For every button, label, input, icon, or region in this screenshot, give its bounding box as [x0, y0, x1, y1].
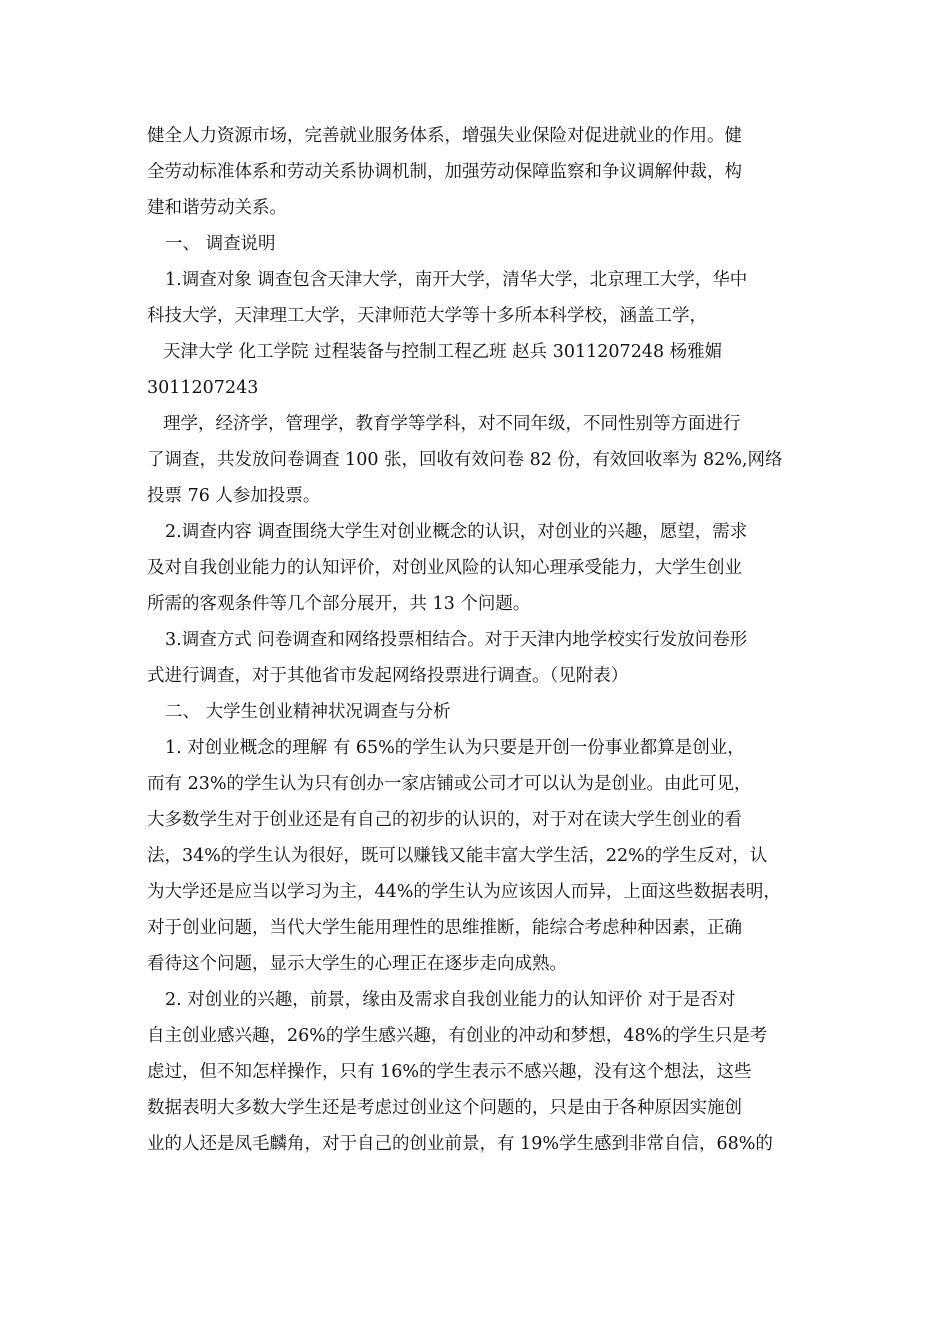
- author-line: 天津大学 化工学院 过程装备与控制工程乙班 赵兵 3011207248 杨雅媚: [163, 342, 723, 362]
- section-heading: 二、 大学生创业精神状况调查与分析: [165, 702, 451, 722]
- text-line: 法，34%的学生认为很好，既可以赚钱又能丰富大学生活，22%的学生反对，认: [147, 846, 768, 866]
- author-id: 3011207243: [147, 378, 259, 398]
- text-line: 及对自我创业能力的认知评价，对创业风险的认知心理承受能力，大学生创业: [147, 558, 742, 578]
- text-line: 而有 23%的学生认为只有创办一家店铺或公司才可以认为是创业。由此可见，: [147, 774, 752, 794]
- text-line: 式进行调查，对于其他省市发起网络投票进行调查。（见附表）: [147, 666, 629, 686]
- text-line: 为大学还是应当以学习为主，44%的学生认为应该因人而异，上面这些数据表明，: [147, 882, 781, 902]
- text-line: 理学，经济学，管理学，教育学等学科，对不同年级，不同性别等方面进行: [163, 414, 741, 434]
- text-line: 看待这个问题，显示大学生的心理正在逐步走向成熟。: [147, 954, 567, 974]
- text-line: 3.调查方式 问卷调查和网络投票相结合。对于天津内地学校实行发放问卷形: [165, 630, 748, 650]
- text-line: 全劳动标准体系和劳动关系协调机制，加强劳动保障监察和争议调解仲裁，构: [147, 162, 742, 182]
- text-line: 大多数学生对于创业还是有自己的初步的认识的，对于对在读大学生创业的看: [147, 810, 742, 830]
- text-line: 1.调查对象 调查包含天津大学，南开大学，清华大学，北京理工大学，华中: [165, 270, 748, 290]
- text-line: 所需的客观条件等几个部分展开，共 13 个问题。: [147, 594, 531, 614]
- text-line: 自主创业感兴趣，26%的学生感兴趣，有创业的冲动和梦想，48%的学生只是考: [147, 1026, 768, 1046]
- text-line: 健全人力资源市场，完善就业服务体系，增强失业保险对促进就业的作用。健: [147, 126, 742, 146]
- text-line: 对于创业问题，当代大学生能用理性的思维推断，能综合考虑种种因素，正确: [147, 918, 742, 938]
- text-line: 了调查，共发放问卷调查 100 张，回收有效问卷 82 份，有效回收率为 82%,网络: [147, 450, 783, 470]
- section-heading: 一、 调查说明: [165, 234, 276, 254]
- text-line: 2. 对创业的兴趣，前景，缘由及需求自我创业能力的认知评价 对于是否对: [165, 990, 736, 1010]
- text-line: 2.调查内容 调查围绕大学生对创业概念的认识，对创业的兴趣，愿望，需求: [165, 522, 748, 542]
- text-line: 科技大学，天津理工大学，天津师范大学等十多所本科学校，涵盖工学，: [147, 306, 707, 326]
- text-line: 业的人还是凤毛麟角，对于自己的创业前景，有 19%学生感到非常自信，68%的: [147, 1134, 773, 1154]
- text-line: 数据表明大多数大学生还是考虑过创业这个问题的，只是由于各种原因实施创: [147, 1098, 742, 1118]
- text-line: 虑过，但不知怎样操作，只有 16%的学生表示不感兴趣，没有这个想法，这些: [147, 1062, 752, 1082]
- text-line: 建和谐劳动关系。: [147, 198, 287, 218]
- text-line: 投票 76 人参加投票。: [147, 486, 321, 506]
- text-line: 1. 对创业概念的理解 有 65%的学生认为只要是开创一份事业都算是创业，: [165, 738, 745, 758]
